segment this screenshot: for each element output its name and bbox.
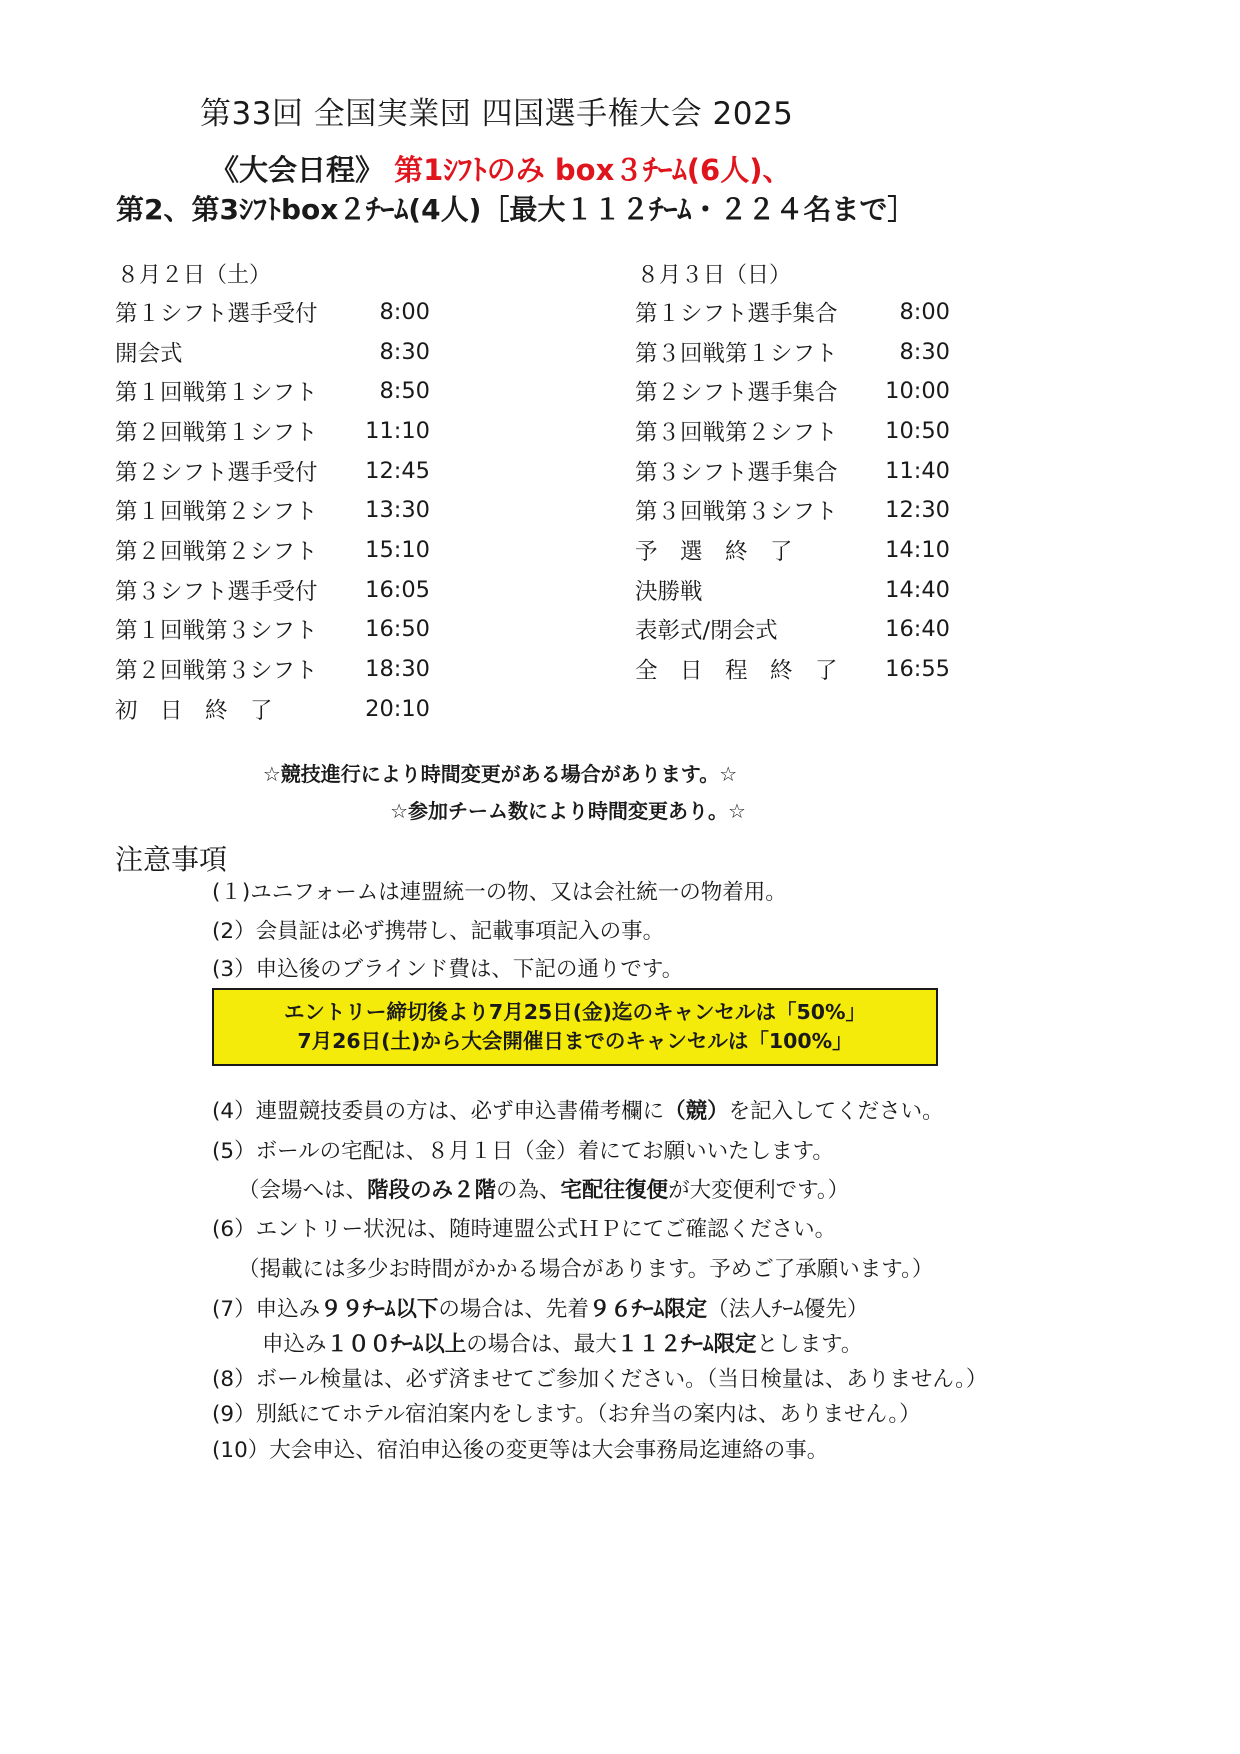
event-time: 14:40 (885, 576, 950, 603)
event-name: 第３回戦第３シフト (635, 499, 838, 526)
event-name: 第１回戦第２シフト (115, 499, 318, 526)
schedule-row (115, 332, 430, 372)
note-5-sub-bold-2: 宅配往復便 (560, 1178, 669, 1203)
note-9: (9）別紙にてホテル宿泊案内をします。（お弁当の案内は、ありません。） (212, 1402, 921, 1427)
schedule-row (635, 451, 950, 491)
schedule-day2 (635, 260, 950, 689)
event-time: 16:40 (885, 616, 950, 643)
event-name: 第３シフト選手受付 (115, 578, 318, 605)
note-4 (212, 1094, 944, 1125)
event-time: 11:40 (885, 457, 950, 484)
note-10: (10）大会申込、宿泊申込後の変更等は大会事務局迄連絡の事。 (212, 1438, 829, 1463)
note-7-2c: の場合は、最大 (466, 1332, 617, 1357)
event-time: 18:30 (365, 656, 430, 683)
note-5-sub-bold-1: 階段のみ２階 (367, 1178, 497, 1203)
schedule-row (635, 530, 950, 570)
note-6: (6）エントリー状況は、随時連盟公式ＨＰにてご確認ください。 (212, 1217, 837, 1242)
note-3: (3）申込後のブラインド費は、下記の通りです。 (212, 957, 684, 982)
event-time: 8:30 (899, 338, 950, 365)
document-title: 第33回 全国実業団 四国選手権大会 2025 (200, 96, 794, 132)
event-name: 予 選 終 了 (635, 538, 793, 565)
event-time: 11:10 (365, 417, 430, 444)
event-time: 10:50 (885, 417, 950, 444)
note-7-2-bold-2: １１２ﾁｰﾑ限定 (616, 1332, 757, 1357)
schedule-day1 (115, 260, 430, 729)
event-name: 表彰式/閉会式 (635, 618, 778, 645)
note-7-line2 (262, 1327, 862, 1358)
event-name: 開会式 (115, 340, 183, 367)
note-7-e: （法人ﾁｰﾑ優先） (707, 1297, 869, 1322)
event-name: 第１回戦第１シフト (115, 380, 318, 407)
event-name: 第１シフト選手受付 (115, 300, 318, 327)
note-2: (2）会員証は必ず携帯し、記載事項記入の事。 (212, 919, 665, 944)
event-name: 第１シフト選手集合 (635, 300, 838, 327)
note-4-text-bold: （競） (664, 1099, 729, 1124)
event-name: 第３回戦第１シフト (635, 340, 838, 367)
note-8: (8）ボール検量は、必ず済ませてご参加ください。（当日検量は、ありません。） (212, 1367, 988, 1392)
schedule-row (115, 451, 430, 491)
event-time: 12:45 (365, 457, 430, 484)
note-4-text-c: を記入してください。 (728, 1099, 944, 1124)
event-time: 16:50 (365, 616, 430, 643)
schedule-row (115, 610, 430, 650)
event-time: 10:00 (885, 378, 950, 405)
schedule-row (115, 490, 430, 530)
event-time: 8:50 (379, 378, 430, 405)
schedule-row (635, 371, 950, 411)
event-time: 12:30 (885, 497, 950, 524)
subtitle-prefix: 《大会日程》 (210, 153, 385, 187)
event-name: 第３回戦第２シフト (635, 419, 838, 446)
note-5-sub-a: （会場へは、 (238, 1178, 368, 1203)
note-1: (１)ユニフォームは連盟統一の物、又は会社統一の物着用。 (212, 880, 787, 905)
note-7-c: の場合は、先着 (438, 1297, 589, 1322)
event-time: 20:10 (365, 695, 430, 722)
event-time: 16:05 (365, 576, 430, 603)
schedule-row (115, 292, 430, 332)
schedule-row (635, 570, 950, 610)
event-time: 14:10 (885, 536, 950, 563)
event-name: 第３シフト選手集合 (635, 459, 838, 486)
note-5-sub-c: の為、 (496, 1178, 561, 1203)
day1-label: ８月２日（土） (117, 263, 272, 288)
notice-time-change: ☆競技進行により時間変更がある場合があります。☆ (262, 762, 738, 786)
note-7-2e: とします。 (756, 1332, 863, 1357)
subtitle-shift1-note: 第1ｼﾌﾄのみ box３ﾁｰﾑ(6人)、 (394, 153, 792, 187)
note-5-sub-e: が大変便利です。） (668, 1178, 850, 1203)
schedule-subtitle (210, 148, 791, 189)
schedule-row (635, 490, 950, 530)
schedule-row (115, 649, 430, 689)
schedule-row (115, 371, 430, 411)
note-5-sub (238, 1173, 849, 1204)
schedule-row (115, 530, 430, 570)
note-6-sub: （掲載には多少お時間がかかる場合があります。予めご了承願います。） (238, 1257, 934, 1282)
event-name: 第２回戦第２シフト (115, 538, 318, 565)
note-7-bold-1: ９９ﾁｰﾑ以下 (320, 1297, 439, 1322)
note-5: (5）ボールの宅配は、８月１日（金）着にてお願いいたします。 (212, 1139, 834, 1164)
note-7-bold-2: ９６ﾁｰﾑ限定 (588, 1297, 708, 1322)
cancellation-fee-box (212, 988, 938, 1066)
event-time: 15:10 (365, 536, 430, 563)
schedule-row (115, 411, 430, 451)
event-time: 13:30 (365, 497, 430, 524)
note-7-2a: 申込み (262, 1332, 327, 1357)
schedule-row (635, 649, 950, 689)
event-name: 第２シフト選手受付 (115, 459, 318, 486)
note-4-text-a: (4）連盟競技委員の方は、必ず申込書備考欄に (212, 1099, 665, 1124)
event-time: 8:30 (379, 338, 430, 365)
event-name: 初 日 終 了 (115, 697, 273, 724)
event-name: 第２回戦第３シフト (115, 658, 318, 685)
event-time: 8:00 (899, 298, 950, 325)
event-name: 第２回戦第１シフト (115, 419, 318, 446)
schedule-row (635, 411, 950, 451)
event-name: 全 日 程 終 了 (635, 658, 838, 685)
note-7-a: (7）申込み (212, 1297, 321, 1322)
event-name: 第１回戦第３シフト (115, 618, 318, 645)
event-name: 第２シフト選手集合 (635, 380, 838, 407)
schedule-row (635, 332, 950, 372)
schedule-row (635, 292, 950, 332)
cancellation-line-2: 7月26日(土)から大会開催日までのキャンセルは「100%」 (297, 1029, 853, 1053)
note-7-2-bold-1: １００ﾁｰﾑ以上 (326, 1332, 467, 1357)
event-time: 16:55 (885, 656, 950, 683)
day2-label: ８月３日（日） (637, 263, 792, 288)
schedule-row (115, 570, 430, 610)
event-time: 8:00 (379, 298, 430, 325)
subtitle-shift23-note: 第2、第3ｼﾌﾄbox２ﾁｰﾑ(4人)［最大１１２ﾁｰﾑ・２２４名まで］ (116, 193, 916, 226)
cancellation-line-1: エントリー締切後より7月25日(金)迄のキャンセルは「50%」 (283, 1000, 867, 1024)
schedule-row (115, 689, 430, 729)
notes-heading: 注意事項 (115, 843, 228, 876)
note-7 (212, 1292, 868, 1323)
notice-team-count: ☆参加チーム数により時間変更あり。☆ (390, 799, 746, 823)
schedule-row (635, 610, 950, 650)
event-name: 決勝戦 (635, 578, 703, 605)
